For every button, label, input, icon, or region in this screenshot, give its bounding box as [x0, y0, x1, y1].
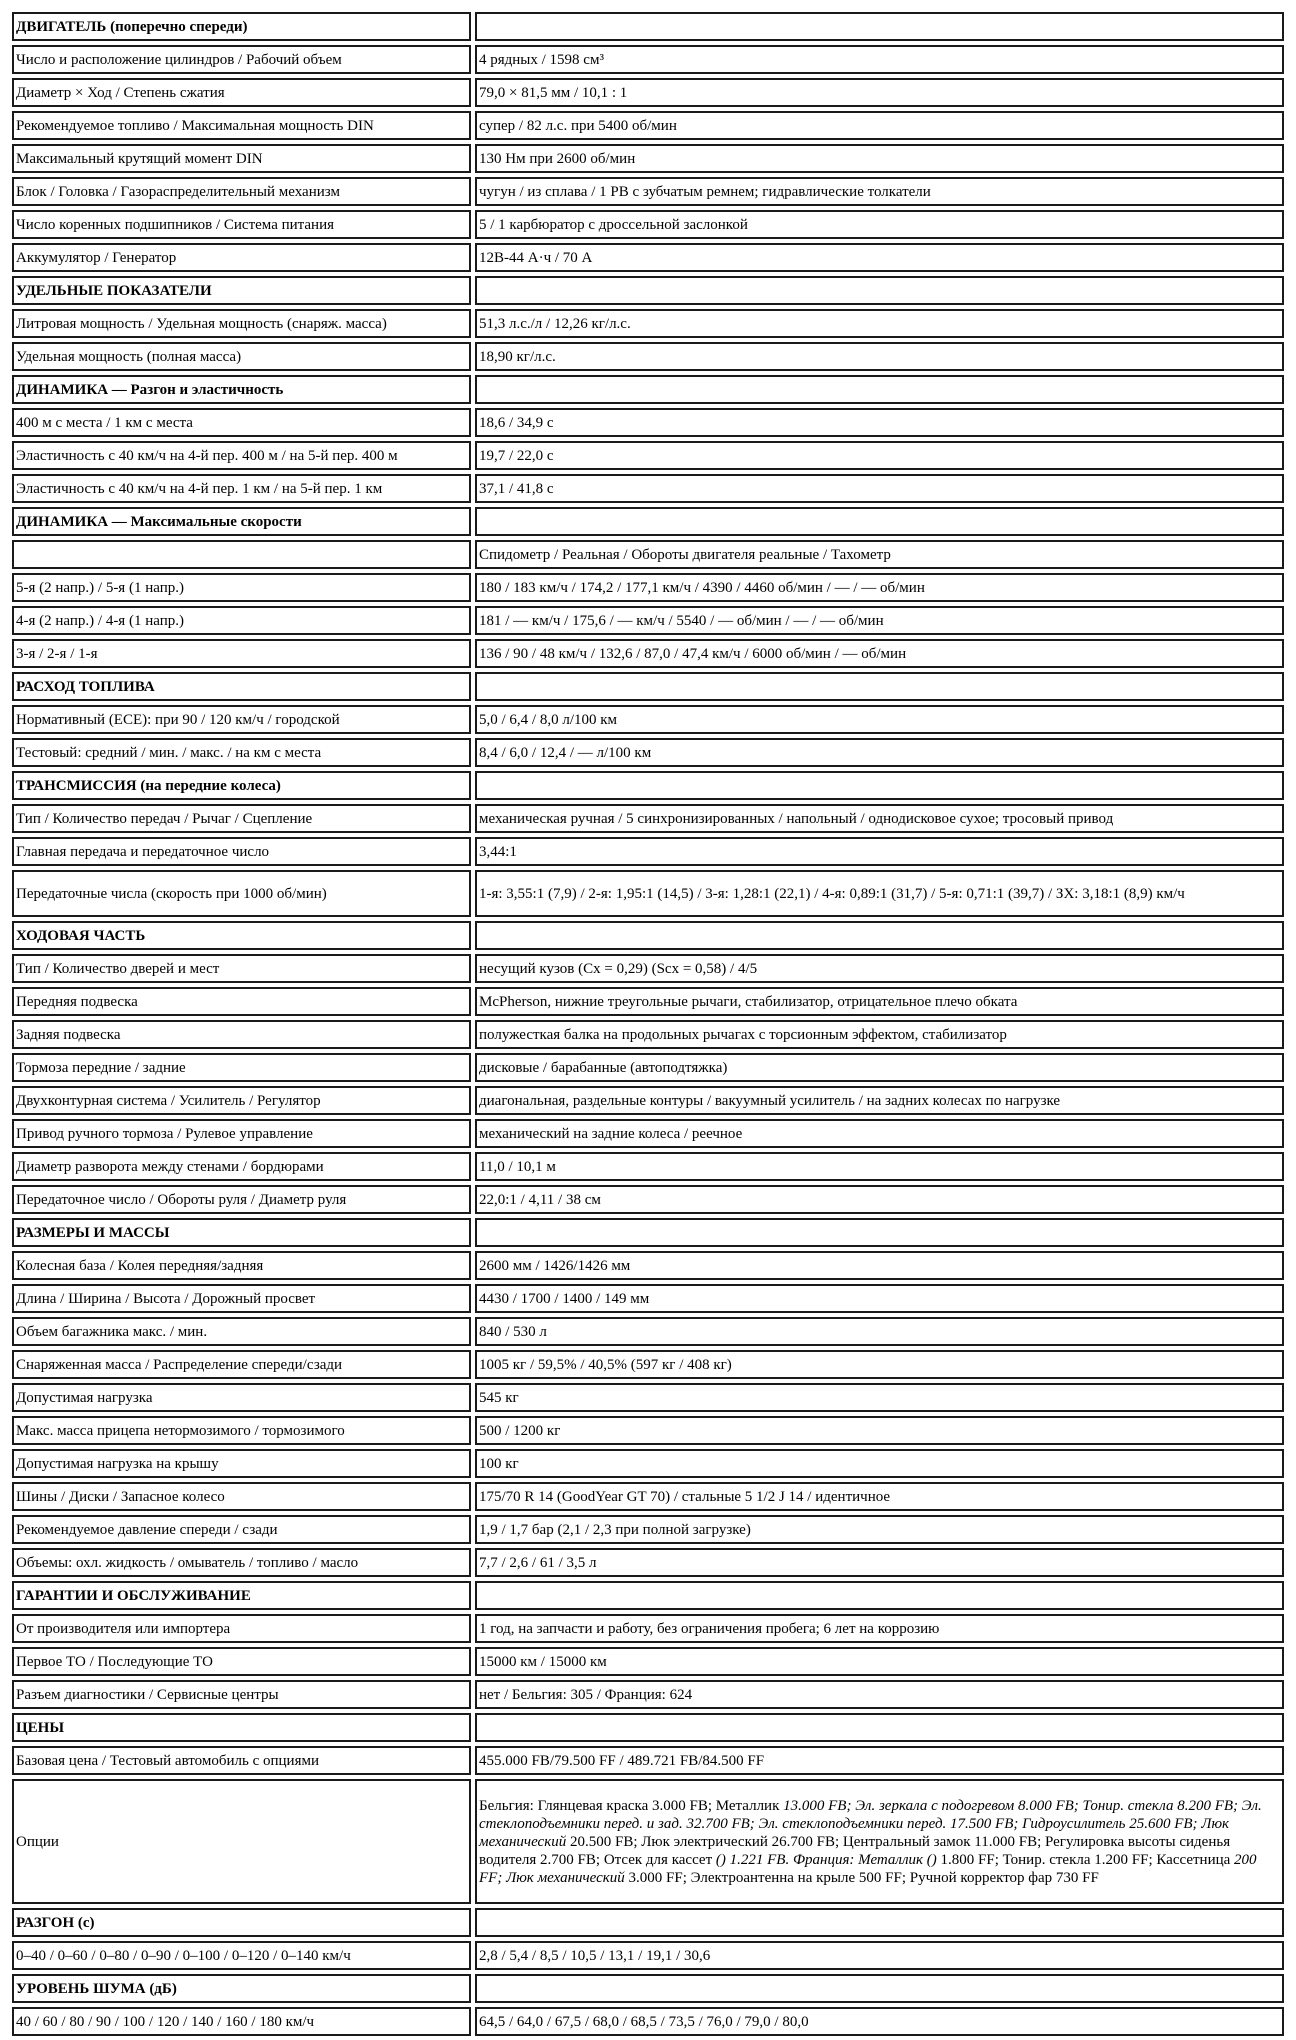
spec-row	[12, 705, 1284, 734]
spec-label: Число и расположение цилиндров / Рабочий объем	[12, 45, 471, 74]
spec-label: Тормоза передние / задние	[12, 1053, 471, 1082]
spec-value: 500 / 1200 кг	[475, 1416, 1284, 1445]
section-empty-cell	[475, 1908, 1284, 1937]
options-value	[475, 1779, 1284, 1904]
spec-value: 455.000 FB/79.500 FF / 489.721 FB/84.500 FF	[475, 1746, 1284, 1775]
spec-value: диагональная, раздельные контуры / вакуумный усилитель / на задних колесах по нагрузке	[475, 1086, 1284, 1115]
spec-row	[12, 1251, 1284, 1280]
spec-value: 2600 мм / 1426/1426 мм	[475, 1251, 1284, 1280]
spec-row	[12, 1515, 1284, 1544]
spec-row	[12, 1614, 1284, 1643]
spec-row	[12, 1284, 1284, 1313]
spec-label: 40 / 60 / 80 / 90 / 100 / 120 / 140 / 160 / 180 км/ч	[12, 2007, 471, 2036]
spec-label: 5-я (2 напр.) / 5-я (1 напр.)	[12, 573, 471, 602]
spec-row	[12, 639, 1284, 668]
section-empty-cell	[475, 672, 1284, 701]
section-header-row	[12, 507, 1284, 536]
spec-row	[12, 408, 1284, 437]
spec-label: Базовая цена / Тестовый автомобиль с опциями	[12, 1746, 471, 1775]
spec-value: 1 год, на запчасти и работу, без ограничения пробега; 6 лет на коррозию	[475, 1614, 1284, 1643]
section-title: ДВИГАТЕЛЬ (поперечно спереди)	[12, 12, 471, 41]
spec-label: Тип / Количество передач / Рычаг / Сцепление	[12, 804, 471, 833]
spec-value: 51,3 л.с./л / 12,26 кг/л.с.	[475, 309, 1284, 338]
section-title: РАЗГОН (с)	[12, 1908, 471, 1937]
spec-value: 5 / 1 карбюратор с дроссельной заслонкой	[475, 210, 1284, 239]
spec-row	[12, 540, 1284, 569]
spec-row	[12, 1482, 1284, 1511]
spec-label: 0–40 / 0–60 / 0–80 / 0–90 / 0–100 / 0–120 / 0–140 км/ч	[12, 1941, 471, 1970]
options-segment: 3.000 FF; Электроантенна на крыле 500 FF; Ручной корректор фар 730 FF	[624, 1870, 1099, 1886]
spec-label: Рекомендуемое топливо / Максимальная мощность DIN	[12, 111, 471, 140]
options-segment: 13.000 FB; Эл. зеркала с подогревом 8.000 FB; Тонир. стекла 8.200 FB; Эл. стеклоподъемники перед. и зад. 32.700 FB; Эл. стеклоподъемники перед. 17.500 FB; Гидроусилитель 25.600 FB; Люк механический	[479, 1798, 1262, 1850]
spec-row	[12, 243, 1284, 272]
spec-row	[12, 1746, 1284, 1775]
spec-label: Блок / Головка / Газораспределительный механизм	[12, 177, 471, 206]
spec-value: 2,8 / 5,4 / 8,5 / 10,5 / 13,1 / 19,1 / 30,6	[475, 1941, 1284, 1970]
section-title: ДИНАМИКА — Разгон и эластичность	[12, 375, 471, 404]
spec-label: Передаточные числа (скорость при 1000 об/мин)	[12, 870, 471, 917]
spec-label: 3-я / 2-я / 1-я	[12, 639, 471, 668]
section-title: ДИНАМИКА — Максимальные скорости	[12, 507, 471, 536]
spec-label: Разъем диагностики / Сервисные центры	[12, 1680, 471, 1709]
section-empty-cell	[475, 1974, 1284, 2003]
spec-label: Рекомендуемое давление спереди / сзади	[12, 1515, 471, 1544]
spec-row	[12, 309, 1284, 338]
options-segment: () 1.221 FB. Франция: Металлик ()	[715, 1852, 937, 1868]
spec-value: 4430 / 1700 / 1400 / 149 мм	[475, 1284, 1284, 1313]
section-header-row	[12, 1218, 1284, 1247]
spec-label: Первое ТО / Последующие ТО	[12, 1647, 471, 1676]
spec-row	[12, 870, 1284, 917]
section-empty-cell	[475, 1713, 1284, 1742]
section-header-row	[12, 1908, 1284, 1937]
section-empty-cell	[475, 771, 1284, 800]
spec-row	[12, 1383, 1284, 1412]
section-header-row	[12, 672, 1284, 701]
spec-row	[12, 1185, 1284, 1214]
section-empty-cell	[475, 1581, 1284, 1610]
spec-row	[12, 210, 1284, 239]
spec-value: 79,0 × 81,5 мм / 10,1 : 1	[475, 78, 1284, 107]
spec-value: несущий кузов (Cx = 0,29) (Scx = 0,58) / 4/5	[475, 954, 1284, 983]
section-empty-cell	[475, 507, 1284, 536]
spec-label: Макс. масса прицепа нетормозимого / тормозимого	[12, 1416, 471, 1445]
section-empty-cell	[475, 921, 1284, 950]
spec-value: 19,7 / 22,0 с	[475, 441, 1284, 470]
spec-label: Число коренных подшипников / Система питания	[12, 210, 471, 239]
spec-label: Диаметр × Ход / Степень сжатия	[12, 78, 471, 107]
section-empty-cell	[475, 12, 1284, 41]
spec-row	[12, 474, 1284, 503]
spec-row	[12, 1152, 1284, 1181]
spec-row	[12, 1119, 1284, 1148]
spec-value: 1005 кг / 59,5% / 40,5% (597 кг / 408 кг)	[475, 1350, 1284, 1379]
spec-row	[12, 78, 1284, 107]
section-title: ТРАНСМИССИЯ (на передние колеса)	[12, 771, 471, 800]
options-segment: 1.800 FF; Тонир. стекла 1.200 FF; Кассетница	[936, 1852, 1235, 1868]
section-header-row	[12, 276, 1284, 305]
spec-label: Передняя подвеска	[12, 987, 471, 1016]
spec-value: 37,1 / 41,8 с	[475, 474, 1284, 503]
spec-label: Тестовый: средний / мин. / макс. / на км с места	[12, 738, 471, 767]
section-header-row	[12, 375, 1284, 404]
spec-value: чугун / из сплава / 1 РВ с зубчатым ремнем; гидравлические толкатели	[475, 177, 1284, 206]
spec-value: дисковые / барабанные (автоподтяжка)	[475, 1053, 1284, 1082]
spec-row	[12, 606, 1284, 635]
spec-row	[12, 1680, 1284, 1709]
spec-value: 18,6 / 34,9 с	[475, 408, 1284, 437]
spec-row	[12, 2007, 1284, 2036]
section-header-row	[12, 1581, 1284, 1610]
spec-value: механический на задние колеса / реечное	[475, 1119, 1284, 1148]
section-empty-cell	[475, 276, 1284, 305]
spec-label: Главная передача и передаточное число	[12, 837, 471, 866]
spec-value: 130 Нм при 2600 об/мин	[475, 144, 1284, 173]
spec-row	[12, 1086, 1284, 1115]
spec-row	[12, 144, 1284, 173]
section-header-row	[12, 921, 1284, 950]
spec-label: Привод ручного тормоза / Рулевое управление	[12, 1119, 471, 1148]
spec-value: Спидометр / Реальная / Обороты двигателя реальные / Тахометр	[475, 540, 1284, 569]
spec-label: Эластичность с 40 км/ч на 4-й пер. 1 км / на 5-й пер. 1 км	[12, 474, 471, 503]
options-segment: Бельгия: Глянцевая краска 3.000 FB; Металлик	[479, 1798, 784, 1814]
spec-value: 12В-44 А·ч / 70 А	[475, 243, 1284, 272]
options-segment: 20.500 FB; Люк электрический 26.700 FB; Центральный замок 11.000 FB; Регулировка высоты сиденья водителя 2.700 FB; Отсек для кассет	[479, 1834, 1231, 1868]
spec-label: От производителя или импортера	[12, 1614, 471, 1643]
section-title: ГАРАНТИИ И ОБСЛУЖИВАНИЕ	[12, 1581, 471, 1610]
spec-row	[12, 111, 1284, 140]
spec-value: 64,5 / 64,0 / 67,5 / 68,0 / 68,5 / 73,5 / 76,0 / 79,0 / 80,0	[475, 2007, 1284, 2036]
spec-value: 180 / 183 км/ч / 174,2 / 177,1 км/ч / 4390 / 4460 об/мин / — / — об/мин	[475, 573, 1284, 602]
spec-row	[12, 441, 1284, 470]
spec-label: Максимальный крутящий момент DIN	[12, 144, 471, 173]
spec-value: 136 / 90 / 48 км/ч / 132,6 / 87,0 / 47,4 км/ч / 6000 об/мин / — об/мин	[475, 639, 1284, 668]
options-segment: 200 FF; Люк механический	[479, 1852, 1257, 1886]
spec-value: McPherson, нижние треугольные рычаги, стабилизатор, отрицательное плечо обката	[475, 987, 1284, 1016]
spec-label: Диаметр разворота между стенами / бордюрами	[12, 1152, 471, 1181]
spec-row	[12, 738, 1284, 767]
spec-table-body	[12, 12, 1284, 2036]
spec-value: 5,0 / 6,4 / 8,0 л/100 км	[475, 705, 1284, 734]
spec-value: 840 / 530 л	[475, 1317, 1284, 1346]
spec-row	[12, 1317, 1284, 1346]
spec-label: Объемы: охл. жидкость / омыватель / топливо / масло	[12, 1548, 471, 1577]
options-row	[12, 1779, 1284, 1904]
spec-row	[12, 1416, 1284, 1445]
spec-row	[12, 1053, 1284, 1082]
section-title: РАЗМЕРЫ И МАССЫ	[12, 1218, 471, 1247]
spec-row	[12, 177, 1284, 206]
section-title: ЦЕНЫ	[12, 1713, 471, 1742]
spec-label: Допустимая нагрузка на крышу	[12, 1449, 471, 1478]
spec-value: 1-я: 3,55:1 (7,9) / 2-я: 1,95:1 (14,5) / 3-я: 1,28:1 (22,1) / 4-я: 0,89:1 (31,7) / 5-я: 0,71:1 (39,7) / ЗХ: 3,18:1 (8,9) км/ч	[475, 870, 1284, 917]
spec-row	[12, 1449, 1284, 1478]
spec-label: Двухконтурная система / Усилитель / Регулятор	[12, 1086, 471, 1115]
spec-value: 22,0:1 / 4,11 / 38 см	[475, 1185, 1284, 1214]
section-title: УРОВЕНЬ ШУМА (дБ)	[12, 1974, 471, 2003]
spec-row	[12, 804, 1284, 833]
section-header-row	[12, 771, 1284, 800]
spec-label: Допустимая нагрузка	[12, 1383, 471, 1412]
spec-label: Эластичность с 40 км/ч на 4-й пер. 400 м / на 5-й пер. 400 м	[12, 441, 471, 470]
spec-label: Колесная база / Колея передняя/задняя	[12, 1251, 471, 1280]
spec-table	[8, 8, 1288, 2040]
section-header-row	[12, 1974, 1284, 2003]
spec-row	[12, 573, 1284, 602]
section-header-row	[12, 1713, 1284, 1742]
spec-value: 545 кг	[475, 1383, 1284, 1412]
spec-row	[12, 954, 1284, 983]
section-title: ХОДОВАЯ ЧАСТЬ	[12, 921, 471, 950]
spec-row	[12, 45, 1284, 74]
spec-value: 11,0 / 10,1 м	[475, 1152, 1284, 1181]
spec-value: механическая ручная / 5 синхронизированных / напольный / однодисковое сухое; тросовый привод	[475, 804, 1284, 833]
spec-value: 15000 км / 15000 км	[475, 1647, 1284, 1676]
spec-label: Передаточное число / Обороты руля / Диаметр руля	[12, 1185, 471, 1214]
section-empty-cell	[475, 375, 1284, 404]
spec-value: 100 кг	[475, 1449, 1284, 1478]
spec-row	[12, 1548, 1284, 1577]
spec-value: 4 рядных / 1598 см³	[475, 45, 1284, 74]
spec-row	[12, 837, 1284, 866]
spec-label: Аккумулятор / Генератор	[12, 243, 471, 272]
spec-label	[12, 540, 471, 569]
spec-label: Литровая мощность / Удельная мощность (снаряж. масса)	[12, 309, 471, 338]
spec-label: Задняя подвеска	[12, 1020, 471, 1049]
spec-label: Шины / Диски / Запасное колесо	[12, 1482, 471, 1511]
spec-label: 4-я (2 напр.) / 4-я (1 напр.)	[12, 606, 471, 635]
spec-value: 175/70 R 14 (GoodYear GT 70) / стальные 5 1/2 J 14 / идентичное	[475, 1482, 1284, 1511]
spec-row	[12, 1647, 1284, 1676]
spec-value: 1,9 / 1,7 бар (2,1 / 2,3 при полной загрузке)	[475, 1515, 1284, 1544]
spec-label: Опции	[12, 1779, 471, 1904]
spec-value: 18,90 кг/л.с.	[475, 342, 1284, 371]
spec-row	[12, 987, 1284, 1016]
spec-value: нет / Бельгия: 305 / Франция: 624	[475, 1680, 1284, 1709]
spec-label: Объем багажника макс. / мин.	[12, 1317, 471, 1346]
spec-label: Удельная мощность (полная масса)	[12, 342, 471, 371]
spec-row	[12, 342, 1284, 371]
spec-label: Тип / Количество дверей и мест	[12, 954, 471, 983]
spec-label: Нормативный (ЕСЕ): при 90 / 120 км/ч / городской	[12, 705, 471, 734]
spec-value: полужесткая балка на продольных рычагах с торсионным эффектом, стабилизатор	[475, 1020, 1284, 1049]
spec-value: 181 / — км/ч / 175,6 / — км/ч / 5540 / — об/мин / — / — об/мин	[475, 606, 1284, 635]
spec-row	[12, 1350, 1284, 1379]
section-title: УДЕЛЬНЫЕ ПОКАЗАТЕЛИ	[12, 276, 471, 305]
section-empty-cell	[475, 1218, 1284, 1247]
spec-value: 8,4 / 6,0 / 12,4 / — л/100 км	[475, 738, 1284, 767]
spec-row	[12, 1020, 1284, 1049]
spec-label: Снаряженная масса / Распределение спереди/сзади	[12, 1350, 471, 1379]
spec-label: 400 м с места / 1 км с места	[12, 408, 471, 437]
section-header-row	[12, 12, 1284, 41]
spec-value: 7,7 / 2,6 / 61 / 3,5 л	[475, 1548, 1284, 1577]
section-title: РАСХОД ТОПЛИВА	[12, 672, 471, 701]
spec-value: 3,44:1	[475, 837, 1284, 866]
spec-label: Длина / Ширина / Высота / Дорожный просвет	[12, 1284, 471, 1313]
spec-row	[12, 1941, 1284, 1970]
spec-value: супер / 82 л.с. при 5400 об/мин	[475, 111, 1284, 140]
